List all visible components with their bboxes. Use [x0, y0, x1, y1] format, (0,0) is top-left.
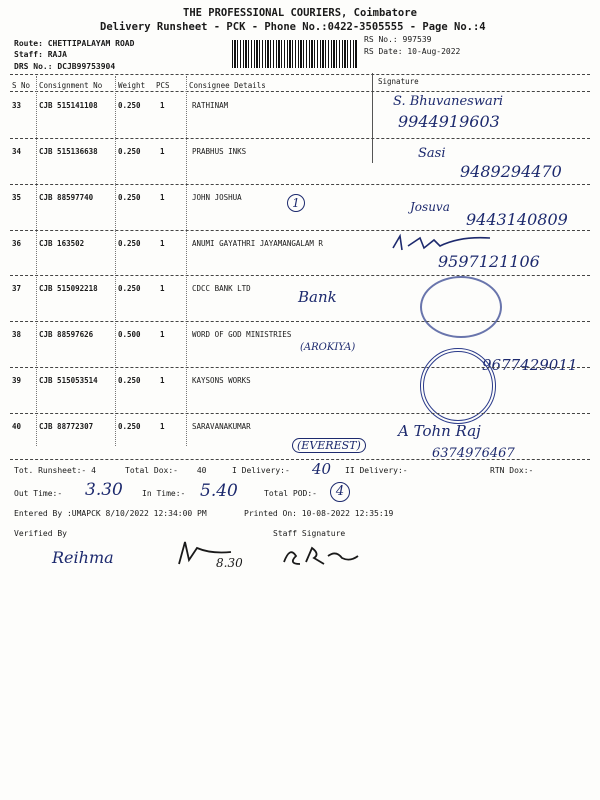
handwritten-phone: 9677429011 [482, 356, 578, 374]
row-pcs: 1 [160, 101, 165, 110]
rtn-dox-label: RTN Dox:- [490, 466, 534, 475]
row-consignment: CJB 515092218 [39, 284, 98, 293]
drs-value: DCJB99753904 [57, 62, 116, 71]
row-pcs: 1 [160, 422, 165, 431]
route-label: Route: [14, 39, 43, 48]
col-consignment: Consignment No [39, 81, 103, 90]
i-delivery-hand: 40 [312, 460, 332, 478]
handwritten-phone: 9489294470 [460, 162, 562, 181]
row-weight: 0.500 [118, 330, 141, 339]
col-sno: S No [12, 81, 31, 90]
row-divider [10, 413, 590, 414]
row-consignee: WORD OF GOD MINISTRIES [192, 330, 292, 339]
runsheet-value: 4 [91, 466, 96, 475]
row-weight: 0.250 [118, 422, 141, 431]
row-divider [10, 367, 590, 368]
row-pcs: 1 [160, 193, 165, 202]
row-sno: 37 [12, 284, 22, 293]
dox-value: 40 [196, 466, 207, 475]
dox-label: Total Dox:- [125, 466, 178, 475]
row-consignment: CJB 88597626 [39, 330, 94, 339]
runsheet-title: Delivery Runsheet - PCK - Phone No.:0422-3505555 - Page No.:4 [100, 21, 486, 33]
rs-date-value: 10-Aug-2022 [407, 47, 461, 56]
staff-signature-icon [280, 542, 360, 570]
handwritten-phone: 9443140809 [466, 210, 568, 229]
out-time-value: 3.30 [85, 480, 123, 500]
rs-date-row [364, 47, 460, 56]
staff-row [14, 50, 67, 59]
row-sno: 40 [12, 422, 22, 431]
row-weight: 0.250 [118, 101, 141, 110]
handwritten-note: (AROKIYA) [300, 342, 356, 353]
row-weight: 0.250 [118, 284, 141, 293]
row-weight: 0.250 [118, 193, 141, 202]
handwritten-name: Josuva [410, 200, 450, 214]
dox-row [125, 466, 206, 475]
verified-by-label: Verified By [14, 529, 67, 538]
row-weight: 0.250 [118, 376, 141, 385]
company-name: THE PROFESSIONAL COURIERS, Coimbatore [183, 7, 417, 19]
row-sno: 34 [12, 147, 22, 156]
row-pcs: 1 [160, 284, 165, 293]
row-sno: 35 [12, 193, 22, 202]
row-consignment: CJB 163502 [39, 239, 85, 248]
col-pcs: PCS [156, 81, 170, 90]
rs-no-row [364, 35, 431, 44]
table-header-rule [10, 91, 590, 92]
handwritten-name: A Tohn Raj [398, 422, 481, 440]
row-pcs: 1 [160, 239, 165, 248]
col-divider [115, 76, 116, 446]
entered-by: Entered By :UMAPCK 8/10/2022 12:34:00 PM [14, 509, 207, 518]
row-sno: 39 [12, 376, 22, 385]
route-value: CHETTIPALAYAM ROAD [47, 39, 135, 48]
drs-label: DRS No.: [14, 62, 53, 71]
handwritten-phone: 9597121106 [438, 252, 540, 271]
row-consignee: PRABHUS INKS [192, 147, 247, 156]
row-consignment: CJB 515136638 [39, 147, 98, 156]
col-divider [36, 76, 37, 446]
staff-signature-label: Staff Signature [273, 529, 346, 538]
runsheet-label: Tot. Runsheet:- [14, 466, 87, 475]
row-sno: 38 [12, 330, 22, 339]
row-sno: 36 [12, 239, 22, 248]
totals-row [14, 466, 96, 475]
circled-mark: 1 [287, 194, 305, 212]
signature-column-divider [372, 73, 373, 163]
row-weight: 0.250 [118, 239, 141, 248]
i-delivery-label: I Delivery:- [232, 466, 290, 475]
drs-row [14, 62, 115, 71]
col-divider [186, 76, 187, 446]
row-divider [10, 275, 590, 276]
row-consignee: JOHN JOSHUA [192, 193, 242, 202]
col-consignee: Consignee Details [189, 81, 266, 90]
handwritten-phone: 9944919603 [398, 112, 500, 131]
handwritten-name: S. Bhuvaneswari [393, 94, 504, 109]
in-time-value: 5.40 [200, 481, 238, 501]
route-row [14, 39, 134, 48]
handwritten-phone: 6374976467 [432, 446, 515, 461]
table-top-rule [10, 74, 590, 75]
row-consignee: RATHINAM [192, 101, 229, 110]
row-divider [10, 138, 590, 139]
row-weight: 0.250 [118, 147, 141, 156]
row-consignment: CJB 88597740 [39, 193, 94, 202]
col-weight: Weight [118, 81, 146, 90]
printed-on: Printed On: 10-08-2022 12:35:19 [244, 509, 394, 518]
staff-value: RAJA [47, 50, 67, 59]
row-pcs: 1 [160, 330, 165, 339]
ii-delivery-label: II Delivery:- [345, 466, 408, 475]
handwritten-note: Bank [298, 288, 337, 306]
pod-label: Total POD:- [264, 489, 317, 498]
rs-no-label: RS No.: [364, 35, 398, 44]
rs-date-label: RS Date: [364, 47, 403, 56]
stamp-icon [420, 276, 502, 338]
row-divider [10, 321, 590, 322]
row-pcs: 1 [160, 147, 165, 156]
handwritten-signature-icon [390, 232, 500, 254]
row-consignee: ANUMI GAYATHRI JAYAMANGALAM R [192, 239, 323, 248]
time-signature: 8.30 [216, 556, 243, 570]
handwritten-name: Sasi [418, 146, 446, 161]
verified-signature: Reihma [52, 548, 114, 567]
in-time-label: In Time:- [142, 489, 186, 498]
table-bottom-rule [10, 459, 590, 460]
barcode-image [232, 40, 357, 68]
rs-no-value: 997539 [402, 35, 432, 44]
row-consignment: CJB 515053514 [39, 376, 98, 385]
handwritten-note: (EVEREST) [292, 438, 366, 453]
row-consignment: CJB 515141108 [39, 101, 98, 110]
row-pcs: 1 [160, 376, 165, 385]
row-consignee: CDCC BANK LTD [192, 284, 251, 293]
row-divider [10, 184, 590, 185]
row-consignee: SARAVANAKUMAR [192, 422, 251, 431]
row-sno: 33 [12, 101, 22, 110]
row-divider [10, 230, 590, 231]
row-consignment: CJB 88772307 [39, 422, 94, 431]
out-time-label: Out Time:- [14, 489, 63, 498]
pod-value: 4 [330, 482, 350, 502]
staff-label: Staff: [14, 50, 43, 59]
col-signature: Signature [378, 77, 419, 86]
row-consignee: KAYSONS WORKS [192, 376, 251, 385]
